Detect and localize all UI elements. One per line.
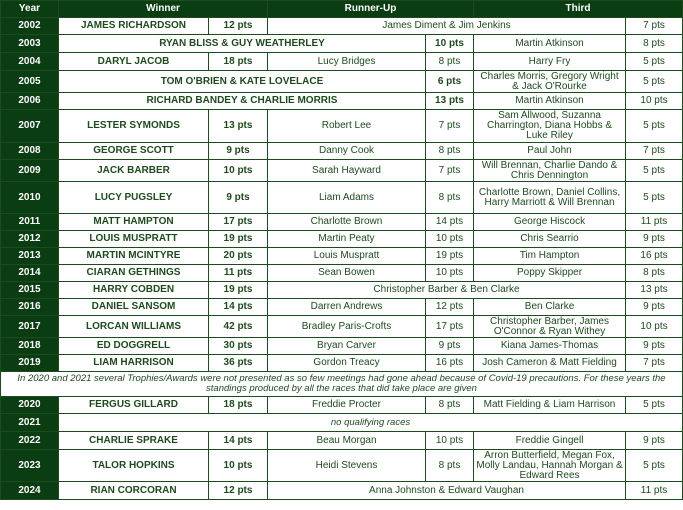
table-row: [1, 482, 683, 500]
winner-cell: RYAN BLISS & GUY WEATHERLEY: [59, 35, 426, 53]
winner-cell: DARYL JACOB: [59, 53, 209, 71]
runner-up-third-cell: James Diment & Jim Jenkins: [268, 18, 626, 35]
runner-up-cell: Liam Adams: [268, 182, 426, 214]
winner-cell: RICHARD BANDEY & CHARLIE MORRIS: [59, 93, 426, 110]
winner-points: 14 pts: [209, 432, 268, 450]
third-points: 8 pts: [626, 35, 683, 53]
winner-cell: LOUIS MUSPRATT: [59, 231, 209, 248]
winner-cell: TALOR HOPKINS: [59, 450, 209, 482]
third-cell: Sam Allwood, Suzanna Charrington, Diana Hobbs & Luke Riley: [474, 110, 626, 143]
table-row: [1, 231, 683, 248]
table-row: [1, 299, 683, 316]
winner-cell: FERGUS GILLARD: [59, 397, 209, 414]
runner-up-cell: Gordon Treacy: [268, 355, 426, 372]
table-row: [1, 143, 683, 160]
runner-up-points: 8 pts: [426, 397, 474, 414]
winner-points: 13 pts: [209, 110, 268, 143]
year-cell: 2015: [1, 282, 59, 299]
runner-up-cell: Heidi Stevens: [268, 450, 426, 482]
winner-cell: HARRY COBDEN: [59, 282, 209, 299]
third-cell: Arron Butterfield, Megan Fox, Molly Landau, Hannah Morgan & Edward Rees: [474, 450, 626, 482]
winner-points: 9 pts: [209, 182, 268, 214]
no-races-note: no qualifying races: [59, 414, 683, 432]
third-cell: Tim Hampton: [474, 248, 626, 265]
third-cell: George Hiscock: [474, 214, 626, 231]
runner-up-points: 7 pts: [426, 160, 474, 182]
year-cell: 2022: [1, 432, 59, 450]
runner-up-cell: Freddie Procter: [268, 397, 426, 414]
winner-points: 19 pts: [209, 282, 268, 299]
winner-cell: GEORGE SCOTT: [59, 143, 209, 160]
third-cell: Charles Morris, Gregory Wright & Jack O'Rourke: [474, 71, 626, 93]
winner-cell: LORCAN WILLIAMS: [59, 316, 209, 338]
table-row: [1, 248, 683, 265]
winner-points: 10 pts: [209, 450, 268, 482]
table-row: [1, 160, 683, 182]
header-year: Year: [1, 1, 59, 18]
winner-cell: JACK BARBER: [59, 160, 209, 182]
winner-points: 18 pts: [209, 53, 268, 71]
table-row: [1, 397, 683, 414]
year-cell: 2019: [1, 355, 59, 372]
table-row: [1, 214, 683, 231]
runner-up-points: 7 pts: [426, 110, 474, 143]
runner-up-points: 17 pts: [426, 316, 474, 338]
winner-points: 14 pts: [209, 299, 268, 316]
runner-up-points: 16 pts: [426, 355, 474, 372]
winner-points: 20 pts: [209, 248, 268, 265]
runner-up-points: 6 pts: [426, 71, 474, 93]
winner-points: 9 pts: [209, 143, 268, 160]
runner-up-cell: Darren Andrews: [268, 299, 426, 316]
table-row: [1, 265, 683, 282]
runner-up-points: 10 pts: [426, 432, 474, 450]
runner-up-points: 10 pts: [426, 231, 474, 248]
year-cell: 2014: [1, 265, 59, 282]
year-cell: 2017: [1, 316, 59, 338]
third-cell: Harry Fry: [474, 53, 626, 71]
table-row: [1, 182, 683, 214]
runner-up-cell: Bryan Carver: [268, 338, 426, 355]
year-cell: 2023: [1, 450, 59, 482]
runner-up-third-cell: Christopher Barber & Ben Clarke: [268, 282, 626, 299]
third-cell: Ben Clarke: [474, 299, 626, 316]
third-points: 11 pts: [626, 214, 683, 231]
year-cell: 2003: [1, 35, 59, 53]
third-points: 9 pts: [626, 432, 683, 450]
year-cell: 2010: [1, 182, 59, 214]
third-points: 5 pts: [626, 160, 683, 182]
header-winner: Winner: [59, 1, 268, 18]
header-runner-up: Runner-Up: [268, 1, 474, 18]
table-row: [1, 18, 683, 35]
table-row: [1, 282, 683, 299]
year-cell: 2007: [1, 110, 59, 143]
covid-note: In 2020 and 2021 several Trophies/Awards were not presented as so few meetings had gone ahead because of Covid-19 precautions. For these years the standings produced by all the races that did take place are given: [1, 372, 683, 397]
third-points: 5 pts: [626, 53, 683, 71]
runner-up-points: 14 pts: [426, 214, 474, 231]
winner-points: 30 pts: [209, 338, 268, 355]
winner-points: 10 pts: [209, 160, 268, 182]
third-cell: Will Brennan, Charlie Dando & Chris Dennington: [474, 160, 626, 182]
runner-up-cell: Charlotte Brown: [268, 214, 426, 231]
winner-points: 11 pts: [209, 265, 268, 282]
third-cell: Josh Cameron & Matt Fielding: [474, 355, 626, 372]
table-row: [1, 71, 683, 93]
header-third: Third: [474, 1, 683, 18]
runner-up-cell: Bradley Paris-Crofts: [268, 316, 426, 338]
year-cell: 2020: [1, 397, 59, 414]
runner-up-points: 8 pts: [426, 53, 474, 71]
year-cell: 2024: [1, 482, 59, 500]
third-points: 5 pts: [626, 397, 683, 414]
runner-up-cell: Danny Cook: [268, 143, 426, 160]
runner-up-cell: Sean Bowen: [268, 265, 426, 282]
year-cell: 2018: [1, 338, 59, 355]
runner-up-points: 9 pts: [426, 338, 474, 355]
third-cell: Kiana James-Thomas: [474, 338, 626, 355]
winner-points: 17 pts: [209, 214, 268, 231]
third-cell: Martin Atkinson: [474, 93, 626, 110]
year-cell: 2021: [1, 414, 59, 432]
runner-up-cell: Sarah Hayward: [268, 160, 426, 182]
winner-cell: DANIEL SANSOM: [59, 299, 209, 316]
year-cell: 2011: [1, 214, 59, 231]
runner-up-cell: Beau Morgan: [268, 432, 426, 450]
year-cell: 2006: [1, 93, 59, 110]
year-cell: 2008: [1, 143, 59, 160]
third-points: 8 pts: [626, 265, 683, 282]
runner-up-cell: Lucy Bridges: [268, 53, 426, 71]
third-points: 16 pts: [626, 248, 683, 265]
winner-points: 18 pts: [209, 397, 268, 414]
winner-points: 12 pts: [209, 18, 268, 35]
third-points: 11 pts: [626, 482, 683, 500]
table-row: [1, 338, 683, 355]
winner-points: 19 pts: [209, 231, 268, 248]
third-cell: Freddie Gingell: [474, 432, 626, 450]
runner-up-points: 13 pts: [426, 93, 474, 110]
winner-cell: LESTER SYMONDS: [59, 110, 209, 143]
third-points: 5 pts: [626, 71, 683, 93]
winner-cell: LIAM HARRISON: [59, 355, 209, 372]
table-row: [1, 414, 683, 432]
winner-points: 42 pts: [209, 316, 268, 338]
third-points: 13 pts: [626, 282, 683, 299]
year-cell: 2002: [1, 18, 59, 35]
third-points: 10 pts: [626, 316, 683, 338]
year-cell: 2009: [1, 160, 59, 182]
runner-up-third-cell: Anna Johnston & Edward Vaughan: [268, 482, 626, 500]
runner-up-points: 8 pts: [426, 182, 474, 214]
winner-cell: MARTIN MCINTYRE: [59, 248, 209, 265]
runner-up-cell: Martin Peaty: [268, 231, 426, 248]
runner-up-points: 19 pts: [426, 248, 474, 265]
year-cell: 2013: [1, 248, 59, 265]
runner-up-points: 10 pts: [426, 35, 474, 53]
third-points: 10 pts: [626, 93, 683, 110]
third-cell: Christopher Barber, James O'Connor & Ryan Withey: [474, 316, 626, 338]
third-cell: Charlotte Brown, Daniel Collins, Harry Marriott & Will Brennan: [474, 182, 626, 214]
third-points: 7 pts: [626, 18, 683, 35]
winner-cell: TOM O'BRIEN & KATE LOVELACE: [59, 71, 426, 93]
runner-up-points: 10 pts: [426, 265, 474, 282]
runner-up-cell: Louis Muspratt: [268, 248, 426, 265]
winner-cell: ED DOGGRELL: [59, 338, 209, 355]
table-row: [1, 53, 683, 71]
year-cell: 2012: [1, 231, 59, 248]
third-points: 9 pts: [626, 299, 683, 316]
winner-cell: LUCY PUGSLEY: [59, 182, 209, 214]
winner-points: 12 pts: [209, 482, 268, 500]
third-cell: Poppy Skipper: [474, 265, 626, 282]
table-row: [1, 432, 683, 450]
third-points: 9 pts: [626, 338, 683, 355]
table-row-note: [1, 372, 683, 397]
winner-cell: CIARAN GETHINGS: [59, 265, 209, 282]
third-points: 7 pts: [626, 355, 683, 372]
third-points: 5 pts: [626, 110, 683, 143]
table-row: [1, 355, 683, 372]
table-row: [1, 316, 683, 338]
runner-up-points: 12 pts: [426, 299, 474, 316]
table-row: [1, 93, 683, 110]
third-cell: Chris Searrio: [474, 231, 626, 248]
third-cell: Martin Atkinson: [474, 35, 626, 53]
winner-cell: RIAN CORCORAN: [59, 482, 209, 500]
winner-points: 36 pts: [209, 355, 268, 372]
table-row: [1, 450, 683, 482]
third-points: 9 pts: [626, 231, 683, 248]
header-row: [1, 1, 683, 18]
third-points: 5 pts: [626, 450, 683, 482]
third-points: 5 pts: [626, 182, 683, 214]
year-cell: 2005: [1, 71, 59, 93]
winner-cell: JAMES RICHARDSON: [59, 18, 209, 35]
third-cell: Paul John: [474, 143, 626, 160]
table-row: [1, 35, 683, 53]
runner-up-points: 8 pts: [426, 450, 474, 482]
table-row: [1, 110, 683, 143]
year-cell: 2016: [1, 299, 59, 316]
winner-cell: MATT HAMPTON: [59, 214, 209, 231]
runner-up-points: 8 pts: [426, 143, 474, 160]
winner-cell: CHARLIE SPRAKE: [59, 432, 209, 450]
year-cell: 2004: [1, 53, 59, 71]
third-points: 7 pts: [626, 143, 683, 160]
runner-up-cell: Robert Lee: [268, 110, 426, 143]
third-cell: Matt Fielding & Liam Harrison: [474, 397, 626, 414]
